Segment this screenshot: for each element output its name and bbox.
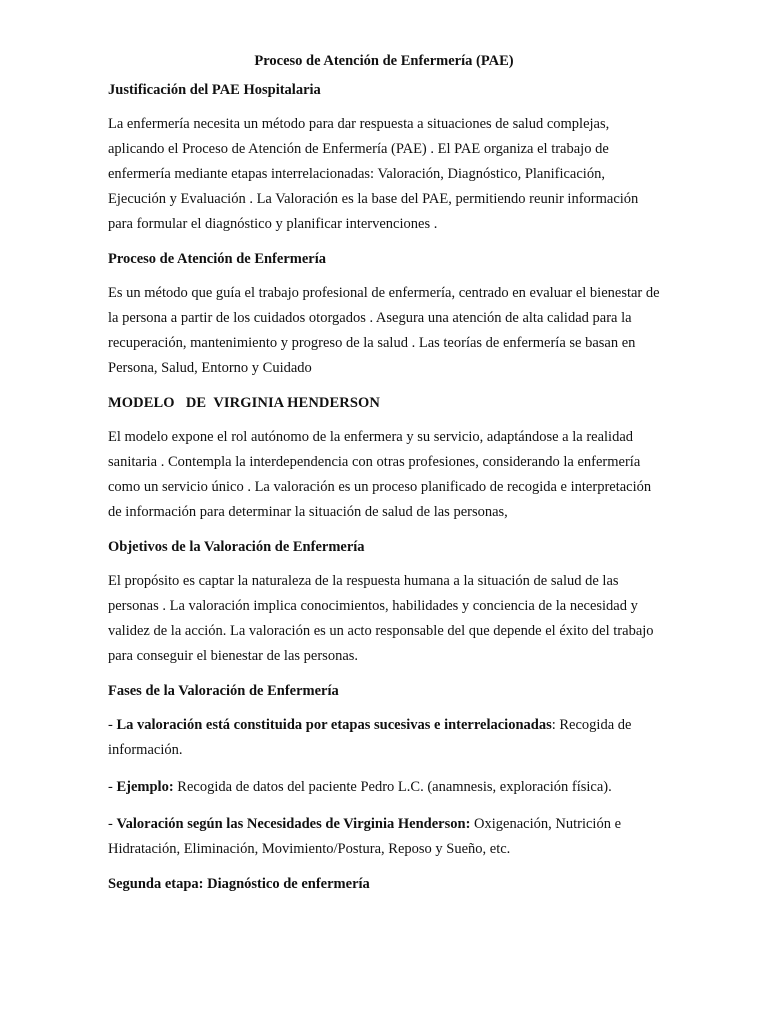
list-item [108, 812, 660, 862]
section-heading-fases: Fases de la Valoración de Enfermería [108, 683, 339, 699]
section-body-justificacion: La enfermería necesita un método para dar respuesta a situaciones de salud complejas, aplicando el Proceso de Atención de Enfermería (PAE) . El PAE organiza el trabajo de enfermería mediante etapas interrelacionadas: Valoración, Diagnóstico, Planificación, Ejecución y Evaluación . La Valoración es la base del PAE, permitiendo reunir información para formular el diagnóstico y planificar intervenciones . [108, 116, 639, 232]
section-heading-justificacion: Justificación del PAE Hospitalaria [108, 82, 321, 98]
list-item [108, 713, 660, 763]
section-body-proceso: Es un método que guía el trabajo profesional de enfermería, centrado en evaluar el bienestar de la persona a partir de los cuidados otorgados . Asegura una atención de alta calidad para la recuperación, mantenimiento y progreso de la salud . Las teorías de enfermería se basan en Persona, Salud, Entorno y Cuidado [108, 285, 660, 376]
section-body-modelo-henderson: El modelo expone el rol autónomo de la enfermera y su servicio, adaptándose a la realidad sanitaria . Contempla la interdependencia con otras profesiones, considerando la enfermería como un servicio único . La valoración es un proceso planificado de recogida e interpretación de información para determinar la situación de salud de las personas, [108, 429, 652, 520]
document-title: Proceso de Atención de Enfermería (PAE) [254, 53, 514, 69]
list-item-bold: Ejemplo: [116, 779, 174, 795]
section-body-objetivos: El propósito es captar la naturaleza de la respuesta humana a la situación de salud de las personas . La valoración implica conocimientos, habilidades y conciencia de la necesidad y validez de la acción. La valoración es un acto responsable del que depende el éxito del trabajo para conseguir el bienestar de las personas. [108, 573, 654, 664]
list-item-text: : Recogida de información. [108, 717, 632, 758]
list-item [108, 775, 660, 800]
section-heading-proceso: Proceso de Atención de Enfermería [108, 251, 326, 267]
list-item-prefix: - [108, 717, 117, 733]
section-heading-objetivos: Objetivos de la Valoración de Enfermería [108, 539, 365, 555]
list-item-bold: La valoración está constituida por etapas sucesivas e interrelacionadas [116, 717, 552, 733]
list-item-text: Oxigenación, Nutrición e Hidratación, Eliminación, Movimiento/Postura, Reposo y Sueño, etc. [108, 816, 621, 857]
list-item-text: Recogida de datos del paciente Pedro L.C. (anamnesis, exploración física). [173, 779, 612, 795]
list-item-bold: Valoración según las Necesidades de Virginia Henderson: [116, 816, 471, 832]
section-heading-modelo-henderson: MODELO DE VIRGINIA HENDERSON [108, 395, 380, 411]
list-item-prefix: - [108, 816, 117, 832]
list-item-prefix: - [108, 779, 117, 795]
section-heading-segunda-etapa: Segunda etapa: Diagnóstico de enfermería [108, 876, 370, 892]
